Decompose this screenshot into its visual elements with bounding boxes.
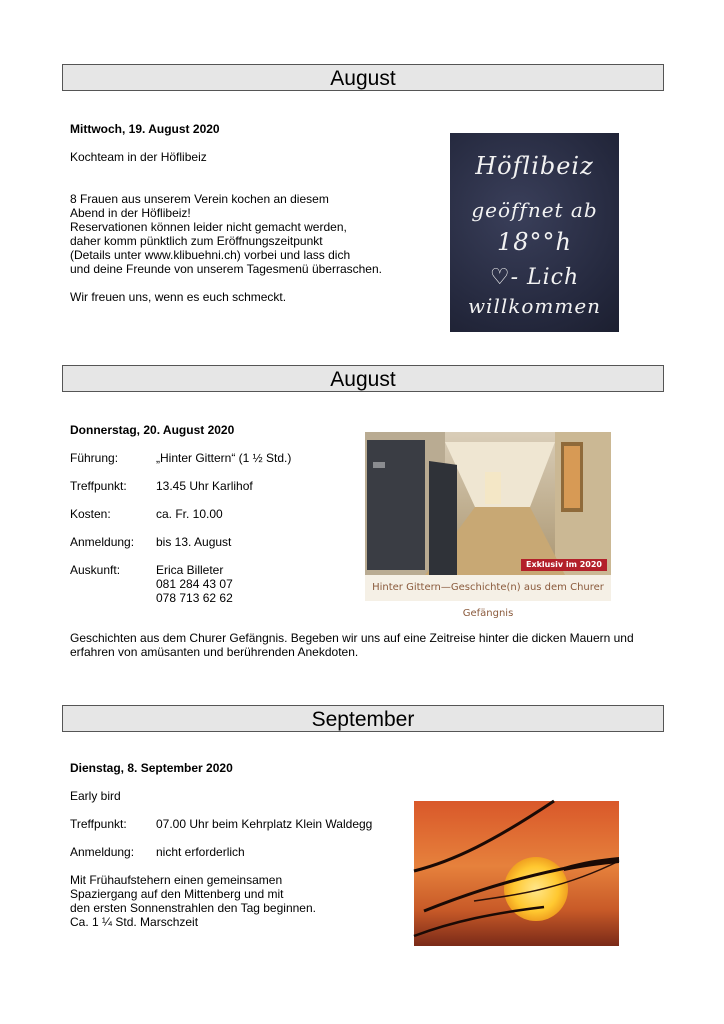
description-line: Ca. 1 ¼ Std. Marschzeit — [70, 915, 199, 929]
event-date: Dienstag, 8. September 2020 — [70, 761, 233, 775]
detail-label: Anmeldung: — [70, 535, 135, 549]
description-line: erfahren von amüsanten und berührenden Anekdoten. — [70, 645, 359, 659]
prison-corridor-image — [365, 432, 611, 619]
exclusive-badge: Exklusiv im 2020 — [521, 559, 607, 571]
sunset-illustration — [414, 801, 619, 946]
detail-label: Führung: — [70, 451, 119, 465]
description-line: 8 Frauen aus unserem Verein kochen an diesem — [70, 192, 329, 206]
detail-label: Kosten: — [70, 507, 111, 521]
detail-label: Auskunft: — [70, 563, 121, 577]
chalk-line: 18°°h — [497, 228, 572, 256]
description-line: daher komm pünktlich zum Eröffnungszeitpunkt — [70, 234, 323, 248]
detail-value: bis 13. August — [156, 535, 232, 549]
detail-value: 13.45 Uhr Karlihof — [156, 479, 253, 493]
chalk-line: willkommen — [467, 294, 602, 318]
description-line: Mit Frühaufstehern einen gemeinsamen — [70, 873, 283, 887]
chalk-line: Höflibeiz — [475, 152, 594, 180]
event-description — [70, 192, 382, 276]
detail-label: Treffpunkt: — [70, 817, 127, 831]
event-title: Early bird — [70, 789, 121, 803]
event-description — [70, 631, 634, 659]
detail-value: nicht erforderlich — [156, 845, 245, 859]
event-date: Mittwoch, 19. August 2020 — [70, 122, 220, 136]
description-line: Reservationen können leider nicht gemacht werden, — [70, 220, 347, 234]
sunset-image — [414, 801, 619, 946]
phone-number: 078 713 62 62 — [156, 591, 233, 605]
chalk-line: ♡- Lich — [489, 265, 580, 290]
detail-value: ca. Fr. 10.00 — [156, 507, 223, 521]
detail-label: Treffpunkt: — [70, 479, 127, 493]
event-title: Kochteam in der Höflibeiz — [70, 150, 207, 164]
chalkboard-image — [450, 133, 619, 332]
month-header-august-1: August — [62, 64, 664, 91]
detail-value: „Hinter Gittern“ (1 ½ Std.) — [156, 451, 292, 465]
description-line: den ersten Sonnenstrahlen den Tag beginnen. — [70, 901, 316, 915]
event-date: Donnerstag, 20. August 2020 — [70, 423, 235, 437]
event-closing: Wir freuen uns, wenn es euch schmeckt. — [70, 290, 287, 304]
detail-value: 07.00 Uhr beim Kehrplatz Klein Waldegg — [156, 817, 373, 831]
description-line: (Details unter www.klibuehni.ch) vorbei und lass dich — [70, 248, 351, 262]
phone-number: 081 284 43 07 — [156, 577, 233, 591]
month-header-august-2: August — [62, 365, 664, 392]
description-line: und deine Freunde von unserem Tagesmenü überraschen. — [70, 262, 382, 276]
event-description — [70, 873, 316, 929]
detail-label: Anmeldung: — [70, 845, 135, 859]
image-caption: Hinter Gittern—Geschichte(n) aus dem Churer Gefängnis — [365, 575, 611, 601]
corridor-illustration — [365, 432, 611, 575]
month-header-september: September — [62, 705, 664, 732]
description-line: Spaziergang auf den Mittenberg und mit — [70, 887, 284, 901]
chalk-line: geöffnet ab — [471, 198, 598, 222]
description-line: Abend in der Höflibeiz! — [70, 206, 191, 220]
detail-value: Erica Billeter — [156, 563, 224, 577]
description-line: Geschichten aus dem Churer Gefängnis. Begeben wir uns auf eine Zeitreise hinter die dicken Mauern und — [70, 631, 634, 645]
corridor-photo — [365, 432, 611, 575]
